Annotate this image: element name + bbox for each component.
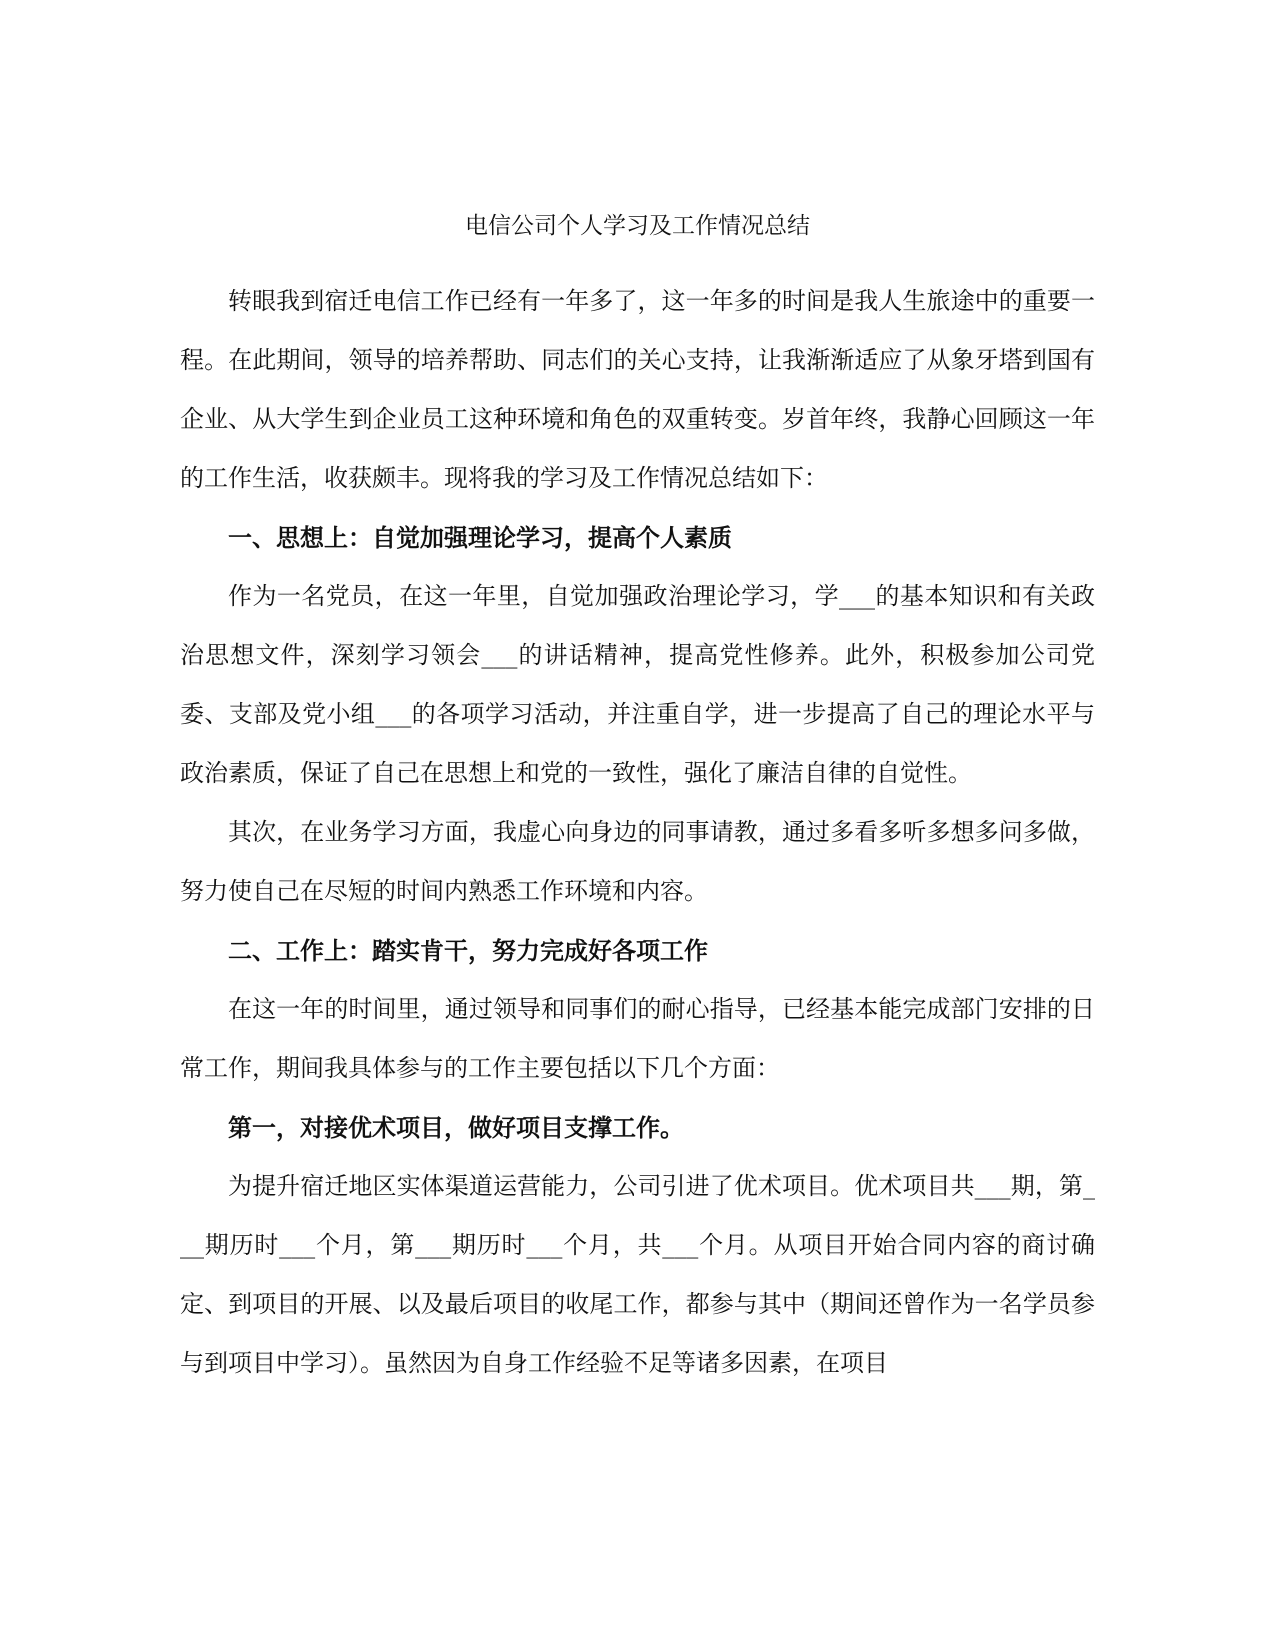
document-page (180, 0, 1095, 1650)
section-heading-ideology: 一、思想上：自觉加强理论学习，提高个人素质 (228, 523, 732, 552)
paragraph-party-study: 作为一名党员，在这一年里，自觉加强政治理论学习，学___的基本知识和有关政治思想文件，深刻学习领会___的讲话精神，提高党性修养。此外，积极参加公司党委、支部及党小组___的各项学习活动，并注重自学，进一步提高了自己的理论水平与政治素质，保证了自己在思想上和党的一致性，强化了廉洁自律的自觉性。 (180, 582, 1095, 787)
document-body (180, 272, 1095, 1393)
document-title: 电信公司个人学习及工作情况总结 (465, 213, 810, 239)
paragraph-intro: 转眼我到宿迁电信工作已经有一年多了，这一年多的时间是我人生旅途中的重要一程。在此期间，领导的培养帮助、同志们的关心支持，让我渐渐适应了从象牙塔到国有企业、从大学生到企业员工这种环境和角色的双重转变。岁首年终，我静心回顾这一年的工作生活，收获颇丰。现将我的学习及工作情况总结如下： (180, 287, 1095, 492)
paragraph-project-details: 为提升宿迁地区实体渠道运营能力，公司引进了优术项目。优术项目共___期，第___期历时___个月，第___期历时___个月，共___个月。从项目开始合同内容的商讨确定、到项目的开展、以及最后项目的收尾工作，都参与其中（期间还曾作为一名学员参与到项目中学习）。虽然因为自身工作经验不足等诸多因素，在项目 (180, 1172, 1095, 1377)
section-heading-work: 二、工作上：踏实肯干，努力完成好各项工作 (228, 936, 708, 965)
paragraph-daily-work: 在这一年的时间里，通过领导和同事们的耐心指导，已经基本能完成部门安排的日常工作，期间我具体参与的工作主要包括以下几个方面： (180, 995, 1095, 1082)
paragraph-business-study: 其次，在业务学习方面，我虚心向身边的同事请教，通过多看多听多想多问多做，努力使自己在尽短的时间内熟悉工作环境和内容。 (180, 818, 1095, 905)
subheading-project-support: 第一，对接优术项目，做好项目支撑工作。 (228, 1113, 684, 1142)
